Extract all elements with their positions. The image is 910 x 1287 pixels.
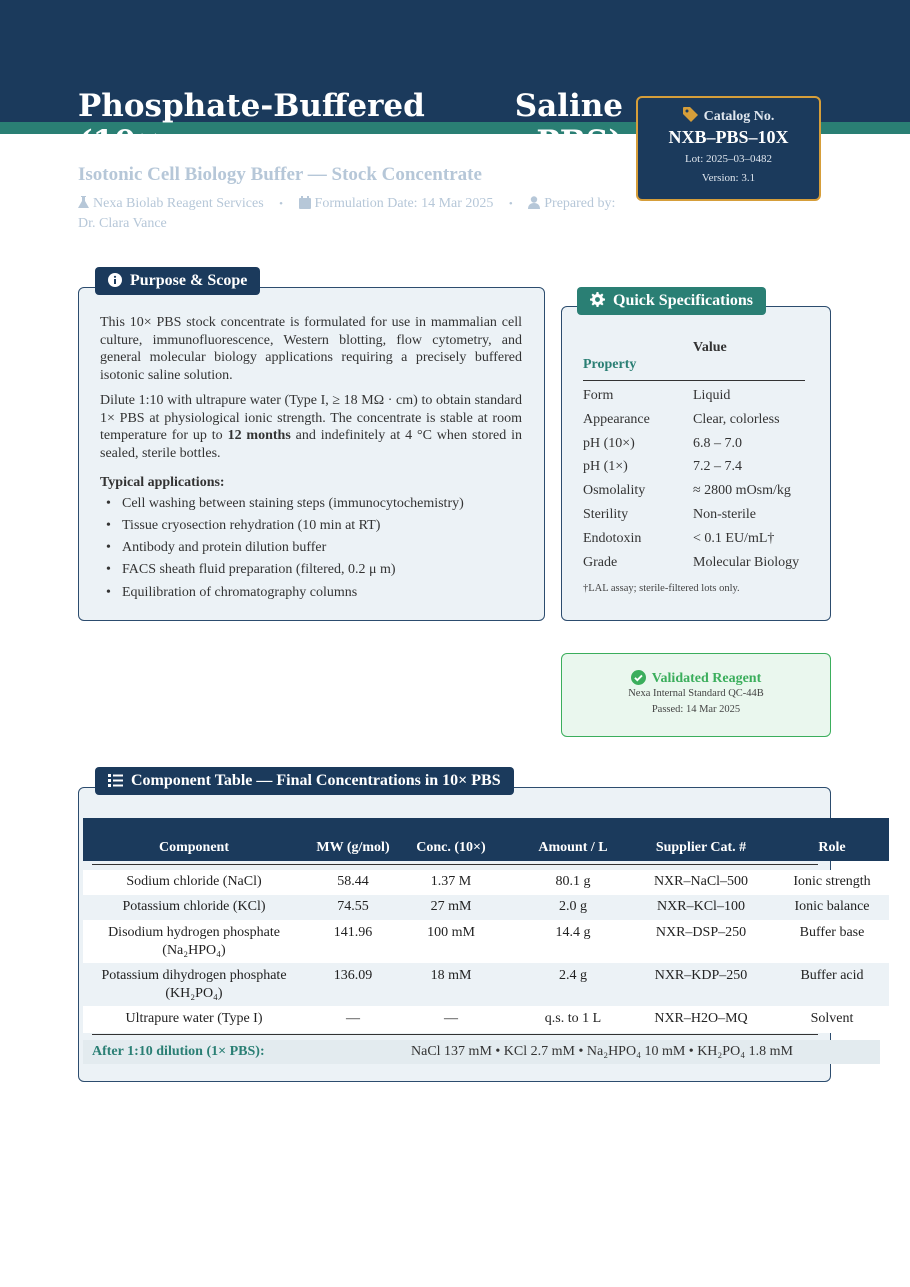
spec-key: Form [583,388,614,403]
purpose-tag-label: Purpose & Scope [130,272,248,289]
table-row [583,432,805,456]
page-subtitle: Isotonic Cell Biology Buffer — Stock Concentrate [78,164,482,185]
components-table-header [83,818,889,861]
component-cat: NXR–NaCl–500 [653,874,749,889]
component-amount: q.s. to 1 L [544,1011,602,1026]
components-tag [95,767,514,795]
header-rule [92,864,818,865]
validation-title: Validated Reagent [651,671,762,686]
component-role: Ionic strength [793,874,871,889]
component-formula: (Na₂HPO₄) [162,942,226,958]
list-item: • Tissue cryosection rehydration (10 min at RT) [100,515,522,537]
component-amount: 2.4 g [559,968,587,983]
table-row [83,870,889,895]
component-amount: 2.0 g [559,899,587,914]
specs-footnote: †LAL assay; sterile-filtered lots only. [583,583,740,594]
specs-table-body [583,381,805,574]
component-role: Solvent [810,1011,854,1026]
specs-table-header [583,340,805,381]
component-role: Buffer acid [800,968,864,983]
component-mw: 141.96 [333,925,373,940]
spec-value: 6.8 – 7.0 [693,435,742,451]
validation-title-row [562,670,830,687]
table-row [583,455,805,479]
table-row [583,503,805,527]
table-row [583,551,805,575]
purpose-text [100,314,522,604]
component-conc: 100 mM [427,925,475,940]
table-row [583,408,805,432]
spec-key: pH (10×) [583,435,635,451]
applications-heading: Typical applications: [100,475,225,490]
col-value: Value [693,340,727,355]
spec-key: Appearance [583,411,650,427]
spec-key: Endotoxin [583,530,642,546]
catalog-card [636,96,821,201]
component-name: Potassium dihydrogen phosphate [101,968,287,983]
formulation-date: Formulation Date: 14 Mar 2025 [314,196,494,211]
table-row [583,479,805,503]
validation-badge [561,653,831,737]
component-mw: 136.09 [333,968,373,983]
spec-value: Molecular Biology [693,554,800,570]
dilution-value: NaCl 137 mM • KCl 2.7 mM • Na₂HPO₄ 10 mM • KH₂PO₄ 1.8 mM [411,1044,793,1059]
specs-table [583,340,805,574]
component-cat: NXR–H2O–MQ [654,1011,748,1026]
component-mw: — [346,1011,360,1026]
component-name: Sodium chloride (NaCl) [126,874,262,889]
spec-value: ≈ 2800 mOsm/kg [693,483,791,499]
flask-icon [78,196,89,209]
component-name-cell [83,924,305,959]
version: Version: 3.1 [701,172,756,184]
component-name: Disodium hydrogen phosphate [108,925,280,940]
table-row [583,384,805,408]
component-role: Buffer base [799,925,865,940]
lot-number: Lot: 2025–03–0482 [684,153,773,165]
table-row [83,895,889,920]
purpose-paragraph-2 [100,392,522,462]
catalog-number: NXB–PBS–10X [668,127,789,147]
col-supplier: Supplier Cat. # [655,840,747,855]
col-component: Component [158,840,229,855]
component-role: Ionic balance [794,899,870,914]
component-mw: 74.55 [337,899,369,914]
spec-value: Non-sterile [693,506,756,522]
spec-value: < 0.1 EU/mL† [693,530,775,546]
component-name: Ultrapure water (Type I) [125,1011,263,1026]
meta-separator: • [279,198,284,210]
tag-icon [683,107,698,122]
spec-key: Sterility [583,506,629,522]
purpose-tag [95,267,260,295]
catalog-label-row [638,107,819,125]
component-conc: 1.37 M [430,874,472,889]
prepared-by: Prepared by: Dr. Clara Vance [78,196,616,231]
component-cat: NXR–KCl–100 [657,899,745,914]
component-mw: 58.44 [337,874,369,889]
calendar-icon [299,196,311,209]
component-formula: (KH₂PO₄) [165,985,223,1001]
component-conc: 27 mM [430,899,472,914]
dilution-row [83,1040,880,1064]
component-conc: — [444,1011,458,1026]
table-row [83,920,889,963]
meta-org [78,196,267,211]
spec-value: Clear, colorless [693,411,780,427]
col-role: Role [818,840,846,855]
component-name: Potassium chloride (KCl) [122,899,266,914]
validation-standard: Nexa Internal Standard QC-44B [628,688,764,699]
component-amount: 80.1 g [555,874,591,889]
page-title: Phosphate-Buffered Saline (10× PBS) [78,88,623,160]
purpose-paragraph-1: This 10× PBS stock concentrate is formulated for use in mammalian cell culture, immunofluorescence, Western blotting, flow cytometry, and general molecular biology applications requiring a precisely buffered isotonic saline solution. [100,315,522,383]
meta-separator: • [508,198,513,210]
spec-key: Grade [583,554,618,570]
col-mw: MW (g/mol) [316,840,390,855]
col-property: Property [583,357,637,372]
gear-icon [590,292,605,307]
spec-value: Liquid [693,388,731,403]
list-icon [108,774,123,787]
info-icon [108,273,122,287]
user-icon [528,196,540,209]
col-conc: Conc. (10×) [416,840,486,855]
p2-bold: 12 months [227,428,291,443]
document-meta [78,194,628,233]
meta-date [299,196,497,211]
component-cat: NXR–DSP–250 [655,925,747,940]
spec-value: 7.2 – 7.4 [693,459,742,475]
validation-passed: Passed: 14 Mar 2025 [651,704,741,715]
table-bottom-rule [92,1034,818,1035]
org-name: Nexa Biolab Reagent Services [93,196,264,211]
spec-key: pH (1×) [583,459,628,475]
table-row [583,527,805,551]
catalog-label: Catalog No. [703,109,775,124]
component-cat: NXR–KDP–250 [654,968,748,983]
component-name-cell [83,967,305,1002]
component-conc: 18 mM [430,968,472,983]
dilution-label: After 1:10 dilution (1× PBS): [92,1044,265,1059]
list-item: • Antibody and protein dilution buffer [100,537,522,559]
applications-list [100,493,522,604]
col-amount: Amount / L [538,840,608,855]
table-row [83,963,889,1006]
p2-text-b: and indefinitely at 4 °C when stored in sealed, sterile bottles. [100,428,522,461]
table-row [83,1006,889,1033]
component-amount: 14.4 g [555,925,591,940]
list-item: • Cell washing between staining steps (immunocytochemistry) [100,493,522,515]
specs-tag-label: Quick Specifications [613,292,754,309]
check-circle-icon [631,670,646,685]
list-item: • FACS sheath fluid preparation (filtered, 0.2 μ m) [100,559,522,581]
list-item: • Equilibration of chromatography columns [100,582,522,604]
spec-key: Osmolality [583,483,646,499]
p2-text-a: Dilute 1:10 with ultrapure water (Type I, ≥ 18 MΩ · cm) to obtain standard 1× PBS at physiological ionic strength. The concentrate is stable at room temperature for up to [100,393,522,443]
components-tag-label: Component Table — Final Concentrations in 10× PBS [131,772,501,789]
specs-tag [577,287,766,315]
